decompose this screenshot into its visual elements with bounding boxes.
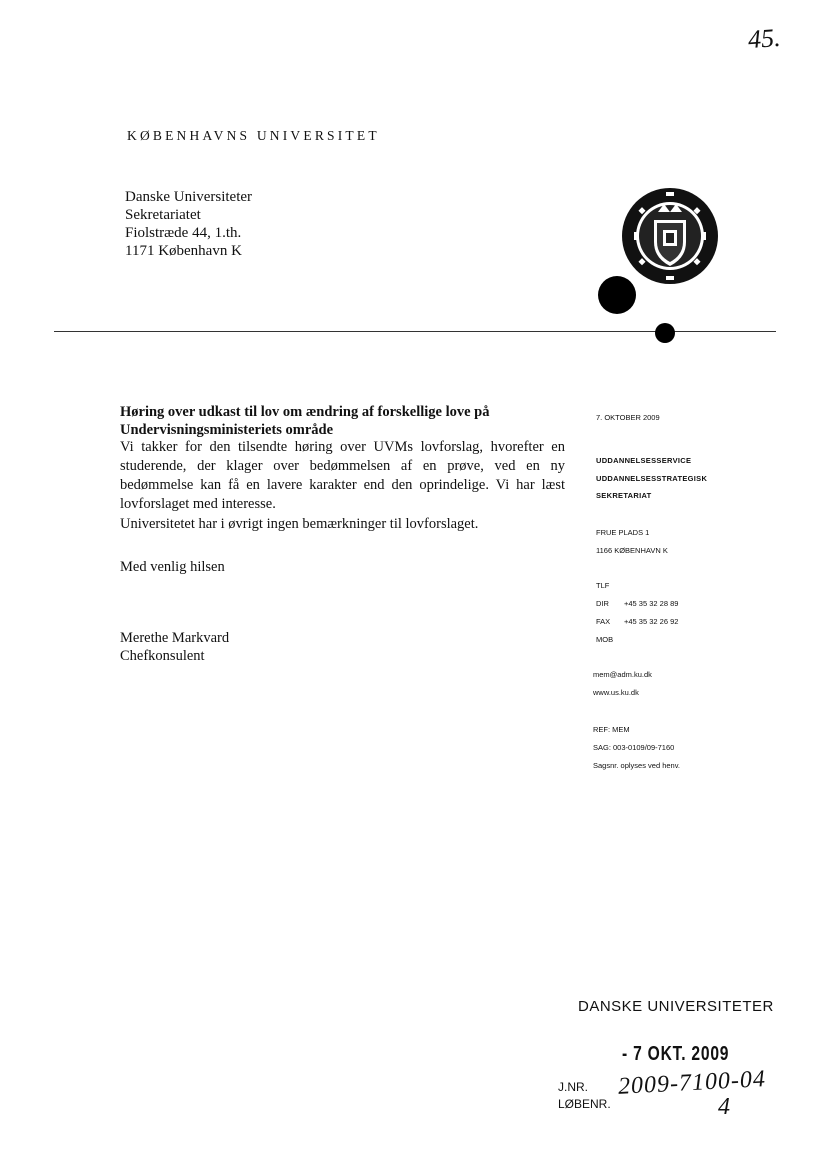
decorative-dot-small [655,323,675,343]
sender-city: 1166 KØBENHAVN K [596,546,668,555]
greeting: Med venlig hilsen [120,559,225,575]
university-seal-logo [620,186,720,286]
stamp-lobenr-label: LØBENR. [558,1097,611,1111]
case-number: SAG: 003-0109/09-7160 [593,743,675,752]
stamp-date: - 7 OKT. 2009 [622,1043,730,1065]
phone-label: TLF [596,581,610,590]
stamp-jnr-handwritten: 2009-7100-04 [617,1066,767,1100]
website-address: www.us.ku.dk [593,688,639,697]
signer-name: Merethe Markvard [120,630,230,646]
university-letterhead: KØBENHAVNS UNIVERSITET [127,128,380,143]
sender-street: FRUE PLADS 1 [596,528,650,537]
recipient-line: Danske Universiteter [125,189,253,205]
fax-value: +45 35 32 26 92 [624,617,679,626]
letter-subject: Høring over udkast til lov om ændring af forskellige love på Undervisningsministeriets område [120,404,490,438]
reference: REF: MEM [593,725,630,734]
mobile-label: MOB [596,635,614,644]
department-line: SEKRETARIAT [596,491,652,500]
letter-body: Vi takker for den tilsendte høring over UVMs lovforslag, hvorefter en studerende, der klager over bedømmelsen af en prøve, ved en ny bedømmelse kan få en lavere karakter end den oprindelige. Vi har læst lovforslaget med interesse. [120,439,565,512]
recipient-line: Sekretariatet [125,207,201,223]
recipient-line: 1171 København K [125,243,242,259]
decorative-dot [598,276,636,314]
case-number-note: Sagsnr. oplyses ved henv. [593,761,680,770]
email-address: mem@adm.ku.dk [593,670,652,679]
handwritten-page-number: 45. [746,22,782,55]
recipient-line: Fiolstræde 44, 1.th. [125,225,242,241]
recipient-address [125,188,252,260]
department-line: UDDANNELSESSTRATEGISK [596,474,708,483]
fax-label: FAX [596,617,611,626]
direct-phone-label: DIR [596,599,609,608]
stamp-organization: DANSKE UNIVERSITETER [578,998,774,1015]
stamp-jnr-label: J.NR. [558,1080,588,1094]
direct-phone-value: +45 35 32 28 89 [624,599,679,608]
letter-date: 7. OKTOBER 2009 [596,413,660,422]
closing-remark: Universitetet har i øvrigt ingen bemærkninger til lovforslaget. [120,516,479,532]
signer-title: Chefkonsulent [120,648,205,664]
department-line: UDDANNELSESSERVICE [596,456,692,465]
stamp-lobenr-handwritten: 4 [718,1094,730,1120]
